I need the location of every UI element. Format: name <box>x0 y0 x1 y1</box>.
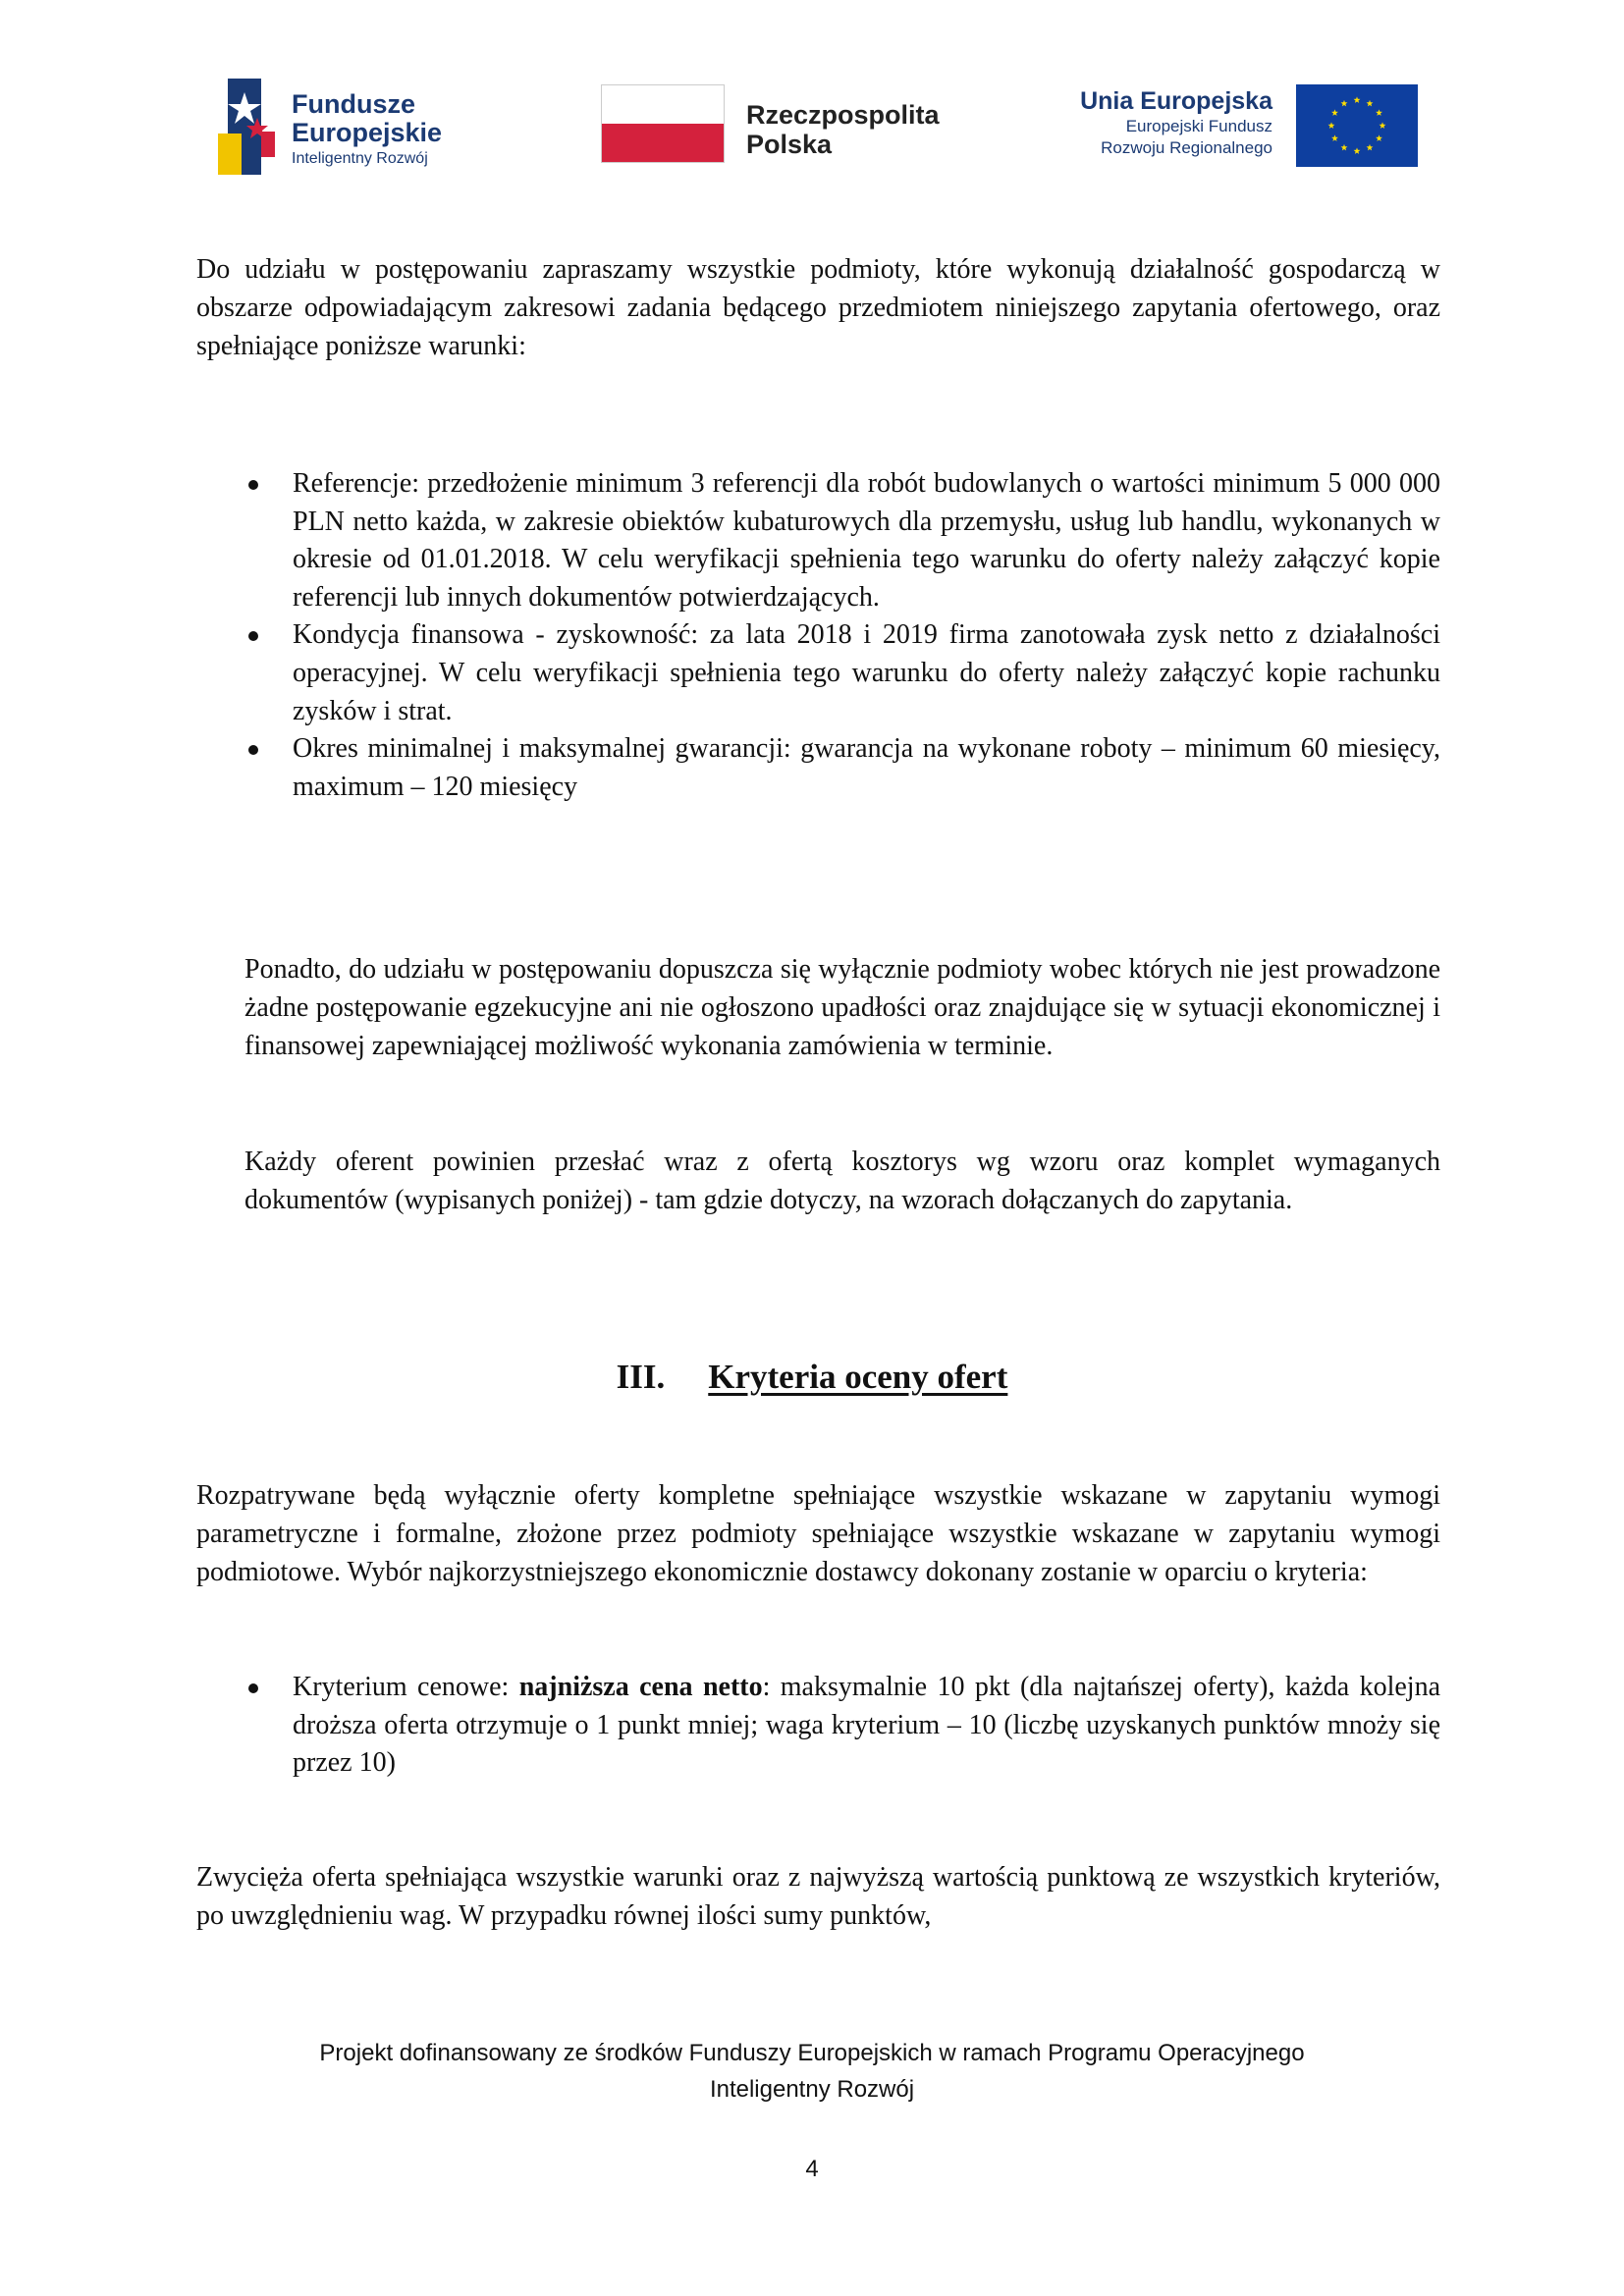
ue-logo-line1: Unia Europejska <box>1080 87 1272 115</box>
condition-item-financial: Kondycja finansowa - zyskowność: za lata 2018 i 2019 firma zanotowała zysk netto z działalności operacyjnej. W celu weryfikacji spełnienia tego warunku do oferty należy załączyć kopie rachunku zysków i strat. <box>244 616 1440 730</box>
criteria-list <box>244 1669 1440 1783</box>
ue-logo-line2: Europejski Fundusz <box>1125 117 1272 135</box>
criterion-bold: najniższa cena netto <box>518 1672 763 1702</box>
paragraph-kazdy-oferent: Każdy oferent powinien przesłać wraz z ofertą kosztorys wg wzoru oraz komplet wymaganych dokumentów (wypisanych poniżej) - tam gdzie dotyczy, na wzorach dołączanych do zapytania. <box>244 1147 1440 1215</box>
fe-logo-line3: Inteligentny Rozwój <box>292 150 428 167</box>
condition-item-references: Referencje: przedłożenie minimum 3 referencji dla robót budowlanych o wartości minimum 5 000 000 PLN netto każda, w zakresie obiektów kubaturowych dla przemysłu, usług lub handlu, wykonanych w okresie od 01.01.2018. W celu weryfikacji spełnienia tego warunku do oferty należy załączyć kopie referencji lub innych dokumentów potwierdzających. <box>244 465 1440 616</box>
paragraph-rozpatrywane: Rozpatrywane będą wyłącznie oferty kompletne spełniające wszystkie wskazane w zapytaniu wymogi parametryczne i formalne, złożone przez podmioty spełniające wszystkie wskazane w zapytaniu wymogi podmiotowe. Wybór najkorzystniejszego ekonomicznie dostawcy dokonany zostanie w oparciu o kryteria: <box>196 1480 1440 1587</box>
unia-europejska-logo <box>1064 79 1418 177</box>
criterion-item-price <box>244 1669 1440 1783</box>
ue-logo-line3: Rozwoju Regionalnego <box>1101 138 1272 157</box>
section-heading <box>0 1358 1624 1397</box>
footer-line1: Projekt dofinansowany ze środków Funduszy Europejskich w ramach Programu Operacyjnego <box>319 2040 1305 2066</box>
condition-item-warranty: Okres minimalnej i maksymalnej gwarancji: gwarancja na wykonane roboty – minimum 60 miesięcy, maximum – 120 miesięcy <box>244 730 1440 806</box>
header-logos <box>0 69 1624 177</box>
paragraph-ponadto: Ponadto, do udziału w postępowaniu dopuszcza się wyłącznie podmioty wobec których nie jest prowadzone żadne postępowanie egzekucyjne ani nie ogłoszono upadłości oraz znajdujące się w sytuacji ekonomicznej i finansowej zapewniającej możliwość wykonania zamówienia w terminie. <box>244 954 1440 1061</box>
fe-logo-line2: Europejskie <box>292 118 443 147</box>
rp-logo-line1: Rzeczpospolita <box>746 100 940 130</box>
intro-paragraph: Do udziału w postępowaniu zapraszamy wszystkie podmioty, które wykonują działalność gospodarczą w obszarze odpowiadającym zakresowi zadania będącego przedmiotem niniejszego zapytania ofertowego, oraz spełniające poniższe warunki: <box>196 254 1440 361</box>
footer-line2: Inteligentny Rozwój <box>709 2076 915 2103</box>
criterion-rest: : maksymalnie 10 pkt (dla najtańszej oferty), każda kolejna droższa oferta otrzymuje o 1 punkt mniej; waga kryterium – 10 (liczbę uzyskanych punktów mnoży się przez 10) <box>293 1672 1440 1779</box>
fe-logo-line1: Fundusze <box>292 89 415 119</box>
page-number: 4 <box>805 2156 819 2182</box>
conditions-list <box>244 465 1440 806</box>
rzeczpospolita-polska-logo <box>601 84 954 173</box>
polish-flag-icon <box>601 84 725 163</box>
paragraph-zwycieza: Zwycięża oferta spełniająca wszystkie warunki oraz z najwyższą wartością punktową ze wszystkich kryteriów, po uwzględnieniu wag. W przypadku równej ilości sumy punktów, <box>196 1862 1440 1931</box>
section-title: Kryteria oceny ofert <box>708 1358 1008 1396</box>
criterion-prefix: Kryterium cenowe: <box>293 1672 519 1702</box>
fundusze-europejskie-logo <box>218 75 483 183</box>
section-number: III. <box>616 1358 666 1396</box>
fundusze-europejskie-emblem-icon <box>218 75 275 179</box>
eu-flag-icon <box>1296 84 1418 167</box>
rp-logo-line2: Polska <box>746 130 833 159</box>
footer <box>0 2035 1624 2108</box>
